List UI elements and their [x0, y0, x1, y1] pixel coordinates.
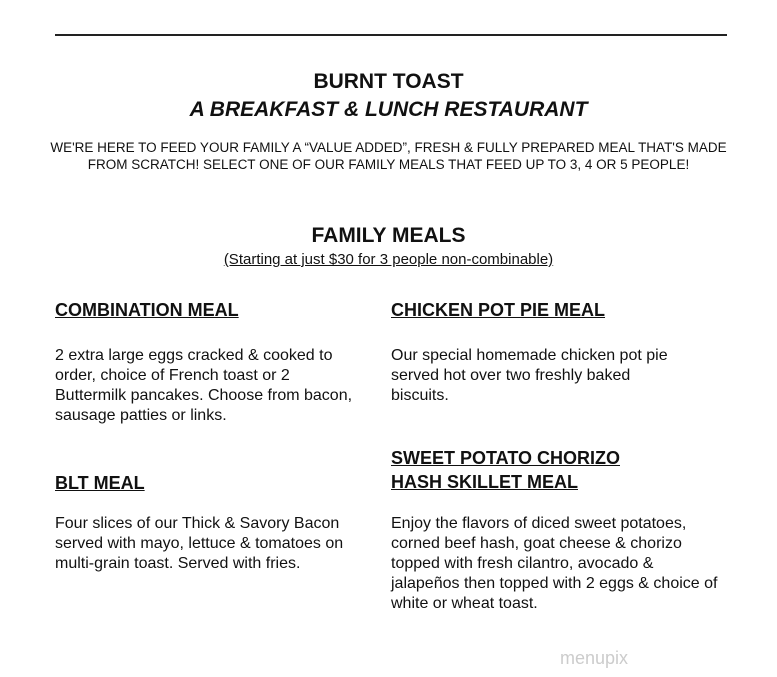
intro-text: WE'RE HERE TO FEED YOUR FAMILY A “VALUE ADDED”, FRESH & FULLY PREPARED MEAL THAT'S MADE FROM SCRATCH! SELECT ONE OF OUR FAMILY MEALS THAT FEED UP TO 3, 4 OR 5 PEOPLE! — [50, 140, 727, 172]
meal-description-combination: 2 extra large eggs cracked & cooked to order, choice of French toast or 2 Buttermilk pancakes. Choose from bacon, sausage patties or links. — [55, 347, 353, 424]
meal-title-sweet-potato-chorizo: SWEET POTATO CHORIZO HASH SKILLET MEAL — [391, 448, 620, 492]
watermark: menupix — [560, 648, 629, 668]
meal-description-sweet-potato-chorizo: Enjoy the flavors of diced sweet potatoes, corned beef hash, goat cheese & chorizo topped with fresh cilantro, avocado & jalapeños then topped with 2 eggs & choice of white or wheat toast. — [391, 515, 718, 612]
section-title: FAMILY MEALS — [311, 224, 466, 247]
meal-title-combination: COMBINATION MEAL — [55, 300, 239, 320]
meal-title-blt: BLT MEAL — [55, 473, 145, 493]
section-note: (Starting at just $30 for 3 people non-combinable) — [223, 251, 554, 268]
meal-description-chicken-pot-pie: Our special homemade chicken pot pie served hot over two freshly baked biscuits. — [391, 347, 668, 404]
meal-title-chicken-pot-pie: CHICKEN POT PIE MEAL — [391, 300, 606, 320]
restaurant-tagline: A BREAKFAST & LUNCH RESTAURANT — [189, 98, 588, 121]
top-rule — [55, 34, 727, 36]
restaurant-name: BURNT TOAST — [313, 70, 464, 93]
meal-description-blt: Four slices of our Thick & Savory Bacon served with mayo, lettuce & tomatoes on multi-grain toast. Served with fries. — [55, 515, 344, 572]
